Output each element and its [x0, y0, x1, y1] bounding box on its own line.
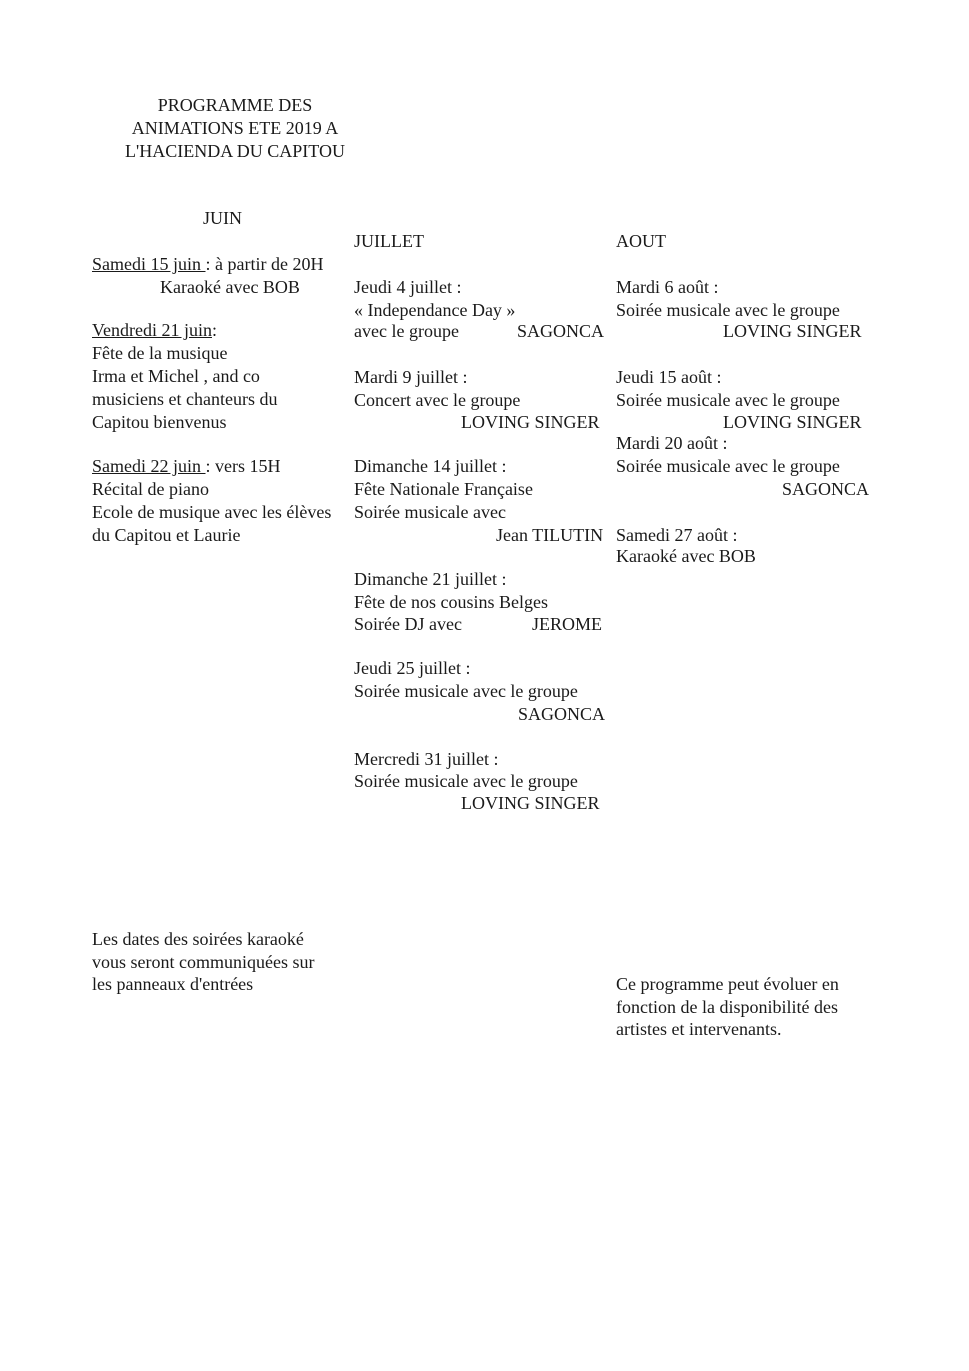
juin-event-3-date: Samedi 22 juin — [92, 456, 206, 476]
juillet-event-5-date: Jeudi 25 juillet : — [354, 658, 471, 678]
aout-event-1-date: Mardi 6 août : — [616, 277, 719, 297]
footer-right-line-1: Ce programme peut évoluer en — [616, 974, 839, 994]
juin-event-2-line-4: musiciens et chanteurs du — [92, 389, 278, 409]
footer-right-line-2: fonction de la disponibilité des — [616, 997, 838, 1017]
juin-event-2-line-2: Fête de la musique — [92, 343, 228, 363]
juillet-event-4-performer: JEROME — [532, 614, 603, 634]
juin-event-3-header — [92, 455, 281, 477]
aout-event-3-line-2: Soirée musicale avec le groupe — [616, 456, 840, 476]
aout-event-2-performer: LOVING SINGER — [723, 412, 862, 432]
footer-left-line-2: vous seront communiquées sur — [92, 952, 315, 972]
aout-event-2-line-2: Soirée musicale avec le groupe — [616, 390, 840, 410]
juin-event-2-colon: : — [211, 320, 217, 340]
title-line-1: PROGRAMME DES — [157, 95, 313, 115]
juin-event-1-time: : à partir de 20H — [205, 254, 324, 274]
juin-event-3-line-2: Récital de piano — [92, 479, 209, 499]
juillet-event-3-performer: Jean TILUTIN — [496, 525, 604, 545]
juillet-event-2-performer: LOVING SINGER — [461, 412, 600, 432]
aout-event-2-date: Jeudi 15 août : — [616, 367, 722, 387]
aout-event-3-performer: SAGONCA — [782, 479, 870, 499]
juillet-event-1-date: Jeudi 4 juillet : — [354, 277, 462, 297]
title-line-2: ANIMATIONS ETE 2019 A — [131, 118, 339, 138]
juillet-heading: JUILLET — [354, 231, 424, 251]
aout-event-3-date: Mardi 20 août : — [616, 433, 728, 453]
aout-event-4-date: Samedi 27 août : — [616, 525, 738, 545]
juillet-event-6-date: Mercredi 31 juillet : — [354, 749, 499, 769]
juillet-event-1-performer: SAGONCA — [517, 321, 605, 341]
juillet-event-3-line-2: Fête Nationale Française — [354, 479, 533, 499]
juillet-event-3-line-3: Soirée musicale avec — [354, 502, 506, 522]
juin-event-2-line-3: Irma et Michel , and co — [92, 366, 260, 386]
aout-event-1-line-2: Soirée musicale avec le groupe — [616, 300, 840, 320]
juillet-event-5-line-2: Soirée musicale avec le groupe — [354, 681, 578, 701]
juin-event-3-line-4: du Capitou et Laurie — [92, 525, 241, 545]
juin-event-2-line-5: Capitou bienvenus — [92, 412, 227, 432]
juillet-event-3-date: Dimanche 14 juillet : — [354, 456, 507, 476]
title-line-3: L'HACIENDA DU CAPITOU — [125, 141, 345, 161]
juillet-event-4-date: Dimanche 21 juillet : — [354, 569, 507, 589]
footer-left-line-1: Les dates des soirées karaoké — [92, 929, 304, 949]
aout-event-4-line-2: Karaoké avec BOB — [616, 546, 756, 566]
juillet-event-1-line-2: « Independance Day » — [354, 300, 516, 320]
juin-event-1-detail: Karaoké avec BOB — [160, 277, 300, 297]
juillet-event-1-line-3a: avec le groupe — [354, 321, 459, 341]
juillet-event-6-performer: LOVING SINGER — [461, 793, 600, 813]
juin-event-2-header — [92, 319, 217, 341]
juin-event-1-date: Samedi 15 juin — [92, 254, 206, 274]
juin-event-3-time: : vers 15H — [205, 456, 281, 476]
footer-right-line-3: artistes et intervenants. — [616, 1019, 782, 1039]
juin-event-1-header — [92, 253, 323, 275]
juillet-event-5-performer: SAGONCA — [518, 704, 606, 724]
footer-left-line-3: les panneaux d'entrées — [92, 974, 254, 994]
juillet-event-2-line-2: Concert avec le groupe — [354, 390, 521, 410]
juillet-event-6-line-2: Soirée musicale avec le groupe — [354, 771, 578, 791]
aout-heading: AOUT — [616, 231, 666, 251]
juillet-event-2-date: Mardi 9 juillet : — [354, 367, 468, 387]
juillet-event-4-line-3a: Soirée DJ avec — [354, 614, 462, 634]
juin-event-2-date: Vendredi 21 juin — [92, 320, 212, 340]
juin-heading: JUIN — [203, 208, 242, 228]
aout-event-1-performer: LOVING SINGER — [723, 321, 862, 341]
juillet-event-4-line-2: Fête de nos cousins Belges — [354, 592, 548, 612]
juin-event-3-line-3: Ecole de musique avec les élèves — [92, 502, 332, 522]
